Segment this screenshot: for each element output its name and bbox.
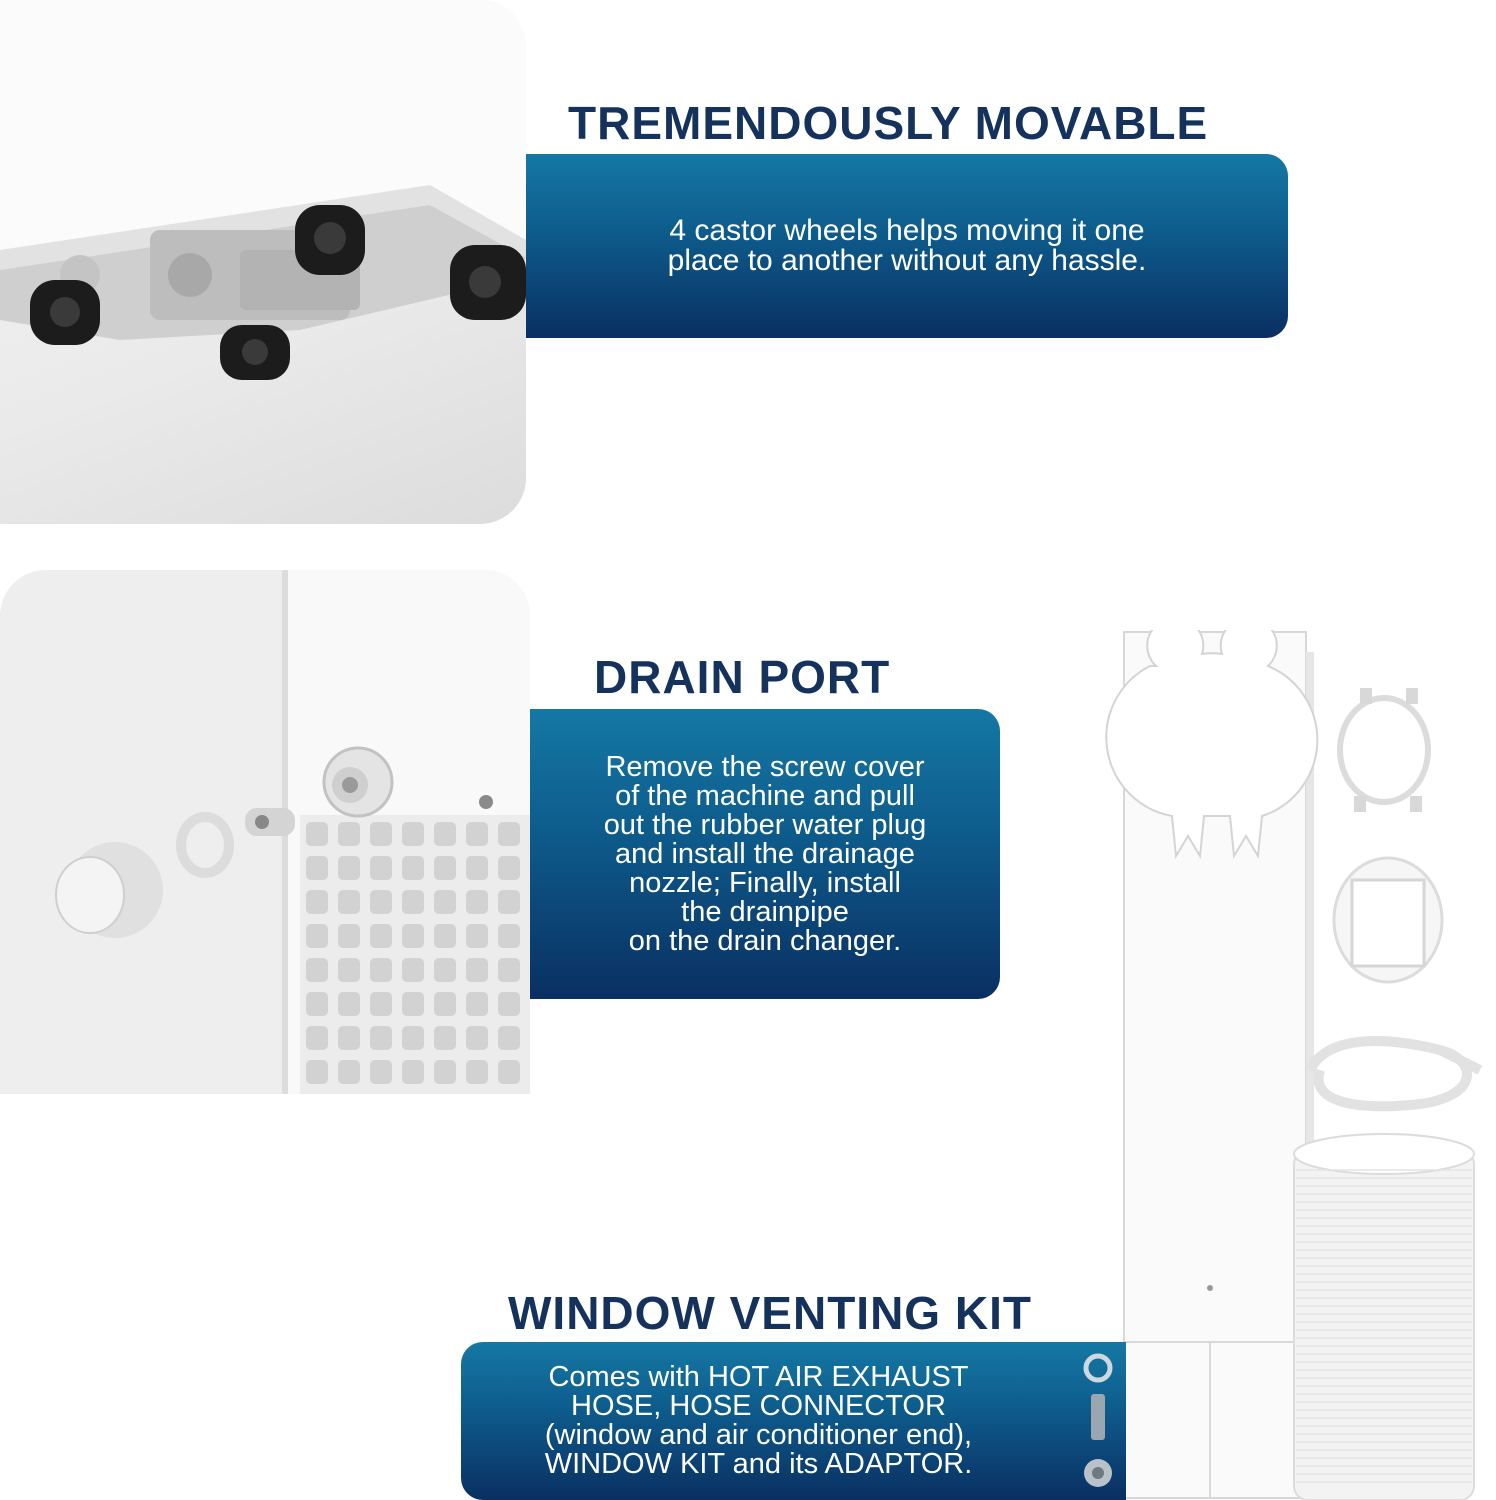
grill-cell xyxy=(498,992,520,1016)
grill-cell xyxy=(498,1060,520,1084)
grill-cell xyxy=(338,822,360,846)
text-line: on the drain changer. xyxy=(628,924,902,957)
text-line: the drainpipe xyxy=(681,895,849,928)
screw-hardware-icon xyxy=(1073,1348,1123,1498)
grill-cell xyxy=(338,890,360,914)
text-line: WINDOW KIT and its ADAPTOR. xyxy=(544,1448,973,1480)
text-line: out the rubber water plug xyxy=(603,808,927,841)
grill-cell xyxy=(338,1026,360,1050)
grill-cell xyxy=(402,992,424,1016)
grill-cell xyxy=(306,992,328,1016)
grill-cell xyxy=(370,992,392,1016)
drain-port-photo xyxy=(0,570,530,1094)
grill-cell xyxy=(370,856,392,880)
grill-cell xyxy=(338,958,360,982)
grill-cell xyxy=(306,822,328,846)
grill-cell xyxy=(306,890,328,914)
text-line: HOSE, HOSE CONNECTOR xyxy=(571,1390,946,1422)
grill-cell xyxy=(306,1026,328,1050)
grill-cell xyxy=(338,992,360,1016)
grill-cell xyxy=(306,856,328,880)
grill-cell xyxy=(306,958,328,982)
grill-cell xyxy=(402,856,424,880)
grill-cell xyxy=(498,958,520,982)
grill-cell xyxy=(434,924,456,948)
grill-cell xyxy=(370,1060,392,1084)
grill-cell xyxy=(434,1060,456,1084)
info-panel-movable xyxy=(526,154,1288,338)
grill-cell xyxy=(434,1026,456,1050)
drain-port-illustration xyxy=(0,570,530,1094)
grill-cell xyxy=(466,1026,488,1050)
grill-cell xyxy=(370,890,392,914)
text-line: and install the drainage xyxy=(615,837,915,870)
grill-cell xyxy=(434,992,456,1016)
panel-text-window-kit xyxy=(545,1363,973,1479)
text-line: Comes with HOT AIR EXHAUST xyxy=(548,1361,969,1393)
grill-cell xyxy=(338,924,360,948)
grill-cell xyxy=(402,958,424,982)
section-title-drain: DRAIN PORT xyxy=(594,651,891,703)
grill-cell xyxy=(402,822,424,846)
grill-cell xyxy=(402,924,424,948)
panel-text-movable xyxy=(668,216,1147,276)
grill-cell xyxy=(370,1026,392,1050)
grill-cell xyxy=(434,822,456,846)
grill-cell xyxy=(466,856,488,880)
grill-cell xyxy=(466,1060,488,1084)
grill-cell xyxy=(498,856,520,880)
grill-cell xyxy=(338,1060,360,1084)
section-title-movable: TREMENDOUSLY MOVABLE xyxy=(568,97,1209,149)
grill-cell xyxy=(370,822,392,846)
grill-cell xyxy=(434,890,456,914)
grill-cell xyxy=(434,958,456,982)
castor-wheels-illustration xyxy=(0,0,526,524)
text-line: place to another without any hassle. xyxy=(667,244,1147,277)
grill-cell xyxy=(402,890,424,914)
info-panel-drain xyxy=(530,709,1000,999)
grill-cell xyxy=(466,890,488,914)
grill-cell xyxy=(466,822,488,846)
grill-cell xyxy=(402,1026,424,1050)
text-line: (window and air conditioner end), xyxy=(544,1419,973,1451)
text-line: 4 castor wheels helps moving it one xyxy=(669,214,1145,247)
panel-text-drain xyxy=(603,750,927,957)
grill-cell xyxy=(370,924,392,948)
grill-cell xyxy=(498,1026,520,1050)
grill-cell xyxy=(370,958,392,982)
grill-cell xyxy=(498,924,520,948)
grill-cell xyxy=(338,856,360,880)
text-line: nozzle; Finally, install xyxy=(629,866,901,899)
castor-wheels-photo xyxy=(0,0,526,524)
grill-cell xyxy=(306,1060,328,1084)
grill-cell xyxy=(402,1060,424,1084)
grill-cell xyxy=(306,924,328,948)
info-panel-window-kit xyxy=(461,1342,1126,1500)
section-title-window-kit: WINDOW VENTING KIT xyxy=(508,1287,1032,1339)
grill-cell xyxy=(466,958,488,982)
text-line: of the machine and pull xyxy=(615,779,915,812)
grill-cell xyxy=(466,992,488,1016)
text-line: Remove the screw cover xyxy=(605,750,925,783)
grill-cell xyxy=(498,890,520,914)
grill-cell xyxy=(498,822,520,846)
grill-cell xyxy=(434,856,456,880)
grill-cell xyxy=(466,924,488,948)
